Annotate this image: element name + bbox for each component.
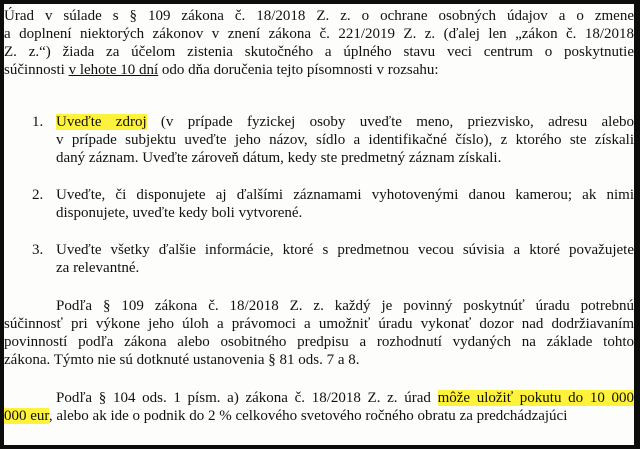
- para-2-line-2: súčinnosť pri výkone jeho úloh a právomoci a umožniť úradu vykonať dozor nad dodržiavaním: [4, 316, 634, 332]
- highlight-fine-2: 000 eur: [4, 408, 49, 424]
- list-item-1-line-2: v prípade subjektu uveďte jeho názov, sídlo a identifikačné číslo), z ktorého ste získali: [56, 132, 634, 148]
- list-item-1-text: [56, 114, 634, 131]
- list-number-1: 1.: [32, 114, 44, 130]
- intro-line-4-end: odo dňa doručenia tejto písomnosti v rozsahu:: [158, 62, 439, 78]
- list-item-1-line-3: daný záznam. Uveďte zároveň dátum, kedy ste predmetný záznam získali.: [56, 150, 502, 166]
- para-3-line-2: [4, 408, 634, 425]
- intro-line-2: a doplnení niektorých zákonov v znení zákona č. 221/2019 Z. z. (ďalej len „zákon č. 18/2018: [4, 26, 634, 42]
- list-number-3: 3.: [32, 242, 44, 258]
- para-3-line-1: [56, 390, 634, 407]
- para-2-line-1: Podľa § 109 zákona č. 18/2018 Z. z. každý je povinný poskytnúť úradu potrebnú: [56, 298, 634, 314]
- para-2-line-4: zákona. Týmto nie sú dotknuté ustanovenia § 81 ods. 7 a 8.: [4, 352, 360, 368]
- document-page: [4, 4, 634, 445]
- intro-line-4-start: súčinnosti: [4, 62, 69, 78]
- list-number-2: 2.: [32, 187, 44, 203]
- list-item-1-rest: (v prípade fyzickej osoby uveďte meno, priezvisko, adresu alebo: [146, 114, 634, 130]
- deadline-underlined: v lehote 10 dní: [68, 62, 159, 78]
- intro-line-1: Úrad v súlade s § 109 zákona č. 18/2018 Z. z. o ochrane osobných údajov a o zmene: [4, 8, 634, 24]
- list-item-3-line-2: za relevantné.: [56, 260, 140, 276]
- highlight-source: Uveďte zdroj: [56, 114, 147, 130]
- para-3-line-2-end: , alebo ak ide o podnik do 2 % celkového svetového ročného obratu za predchádzajúci: [48, 408, 568, 424]
- list-item-2-line-2: disponujete, uveďte kedy boli vytvorené.: [56, 205, 303, 221]
- list-item-2-text: Uveďte, či disponujete aj ďalšími záznamami vyhotovenými danou kamerou; ak nimi: [56, 187, 634, 203]
- list-item-3-text: Uveďte všetky ďalšie informácie, ktoré s predmetnou vecou súvisia a ktoré považujete: [56, 242, 634, 258]
- para-2-line-3: povinností podľa zákona alebo osobitného predpisu a rozhodnutí vydaných na základe tohto: [4, 334, 634, 350]
- intro-line-3: Z. z.“) žiada za účelom zistenia skutočného a úplného stavu veci centrum o poskytnutie: [4, 44, 634, 60]
- highlight-fine-1: môže uložiť pokutu do 10 000: [437, 390, 634, 406]
- para-3-line-1-start: Podľa § 104 ods. 1 písm. a) zákona č. 18/2018 Z. z. úrad: [56, 390, 438, 406]
- intro-line-4: [4, 62, 634, 79]
